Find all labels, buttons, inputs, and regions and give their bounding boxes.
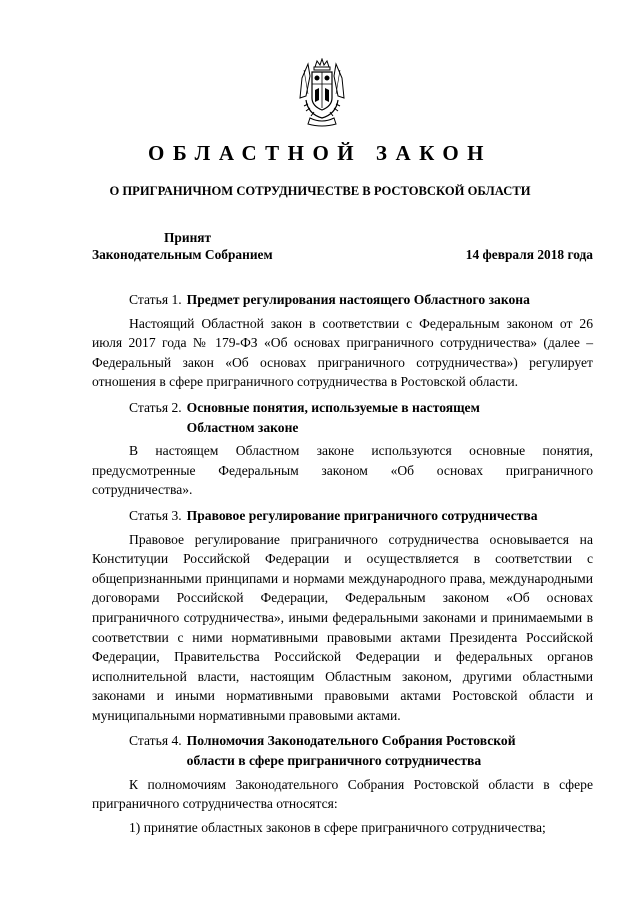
document-title: ОБЛАСТНОЙ ЗАКОН (147, 141, 492, 165)
article-paragraph: 1) принятие областных законов в сфере приграничного сотрудничества; (129, 819, 546, 835)
law-text (92, 290, 593, 837)
rostov-oblast-coat-of-arms-icon (296, 58, 348, 128)
adoption-block (92, 229, 273, 263)
article-number: Статья 2. (129, 399, 182, 415)
article-title: Основные понятия, используемые в настоящем Областном законе (186, 399, 480, 435)
article-3-heading (92, 506, 593, 526)
article-paragraph: Правовое регулирование приграничного сотрудничества основывается на Конституции Российской Федерации и осуществляется в соответствии с общепризнанными принципами и нормами международного права, международными договорами Российской Федерации, Федеральным законом «Об основах приграничного сотрудничества», иными федеральными законами и принимаемыми в соответствии с ними нормативными правовыми актами Президента Российской Федерации, Правительства Российской Федерации и федеральных органов исполнительной власти, настоящим Областным законом, другими областными законами и иными нормативными правовыми актами Ростовской области и муниципальными нормативными правовыми актами. (92, 531, 593, 723)
article-number: Статья 4. (129, 733, 182, 749)
article-title: Правовое регулирование приграничного сотрудничества (186, 507, 538, 523)
article-paragraph: К полномочиям Законодательного Собрания Ростовской области в сфере приграничного сотрудничества относятся: (92, 776, 593, 812)
adoption-date: 14 февраля 2018 года (465, 247, 593, 262)
article-title: Предмет регулирования настоящего Областного закона (186, 292, 530, 307)
article-title: Полномочия Законодательного Собрания Ростовской области в сфере приграничного сотрудничества (186, 733, 516, 769)
article-2-heading (92, 398, 593, 437)
article-paragraph: В настоящем Областном законе используются основные понятия, предусмотренные Федеральным законом «Об основах приграничного сотрудничества». (92, 443, 593, 498)
adopted-label: Принят (164, 230, 212, 245)
article-4-heading (92, 731, 593, 770)
adopted-by: Законодательным Собранием (92, 247, 273, 262)
article-paragraph: Настоящий Областной закон в соответствии с Федеральным законом от 26 июля 2017 года № 179-ФЗ «Об основах приграничного сотрудничества» (далее – Федеральный закон «Об основах приграничного сотрудничества») регулирует отношения в сфере приграничного сотрудничества в Ростовской области. (92, 315, 593, 390)
document-subtitle: О ПРИГРАНИЧНОМ СОТРУДНИЧЕСТВЕ В РОСТОВСКОЙ ОБЛАСТИ (109, 184, 531, 198)
article-1-heading (92, 290, 593, 310)
article-number: Статья 1. (129, 292, 182, 307)
article-number: Статья 3. (129, 507, 182, 523)
